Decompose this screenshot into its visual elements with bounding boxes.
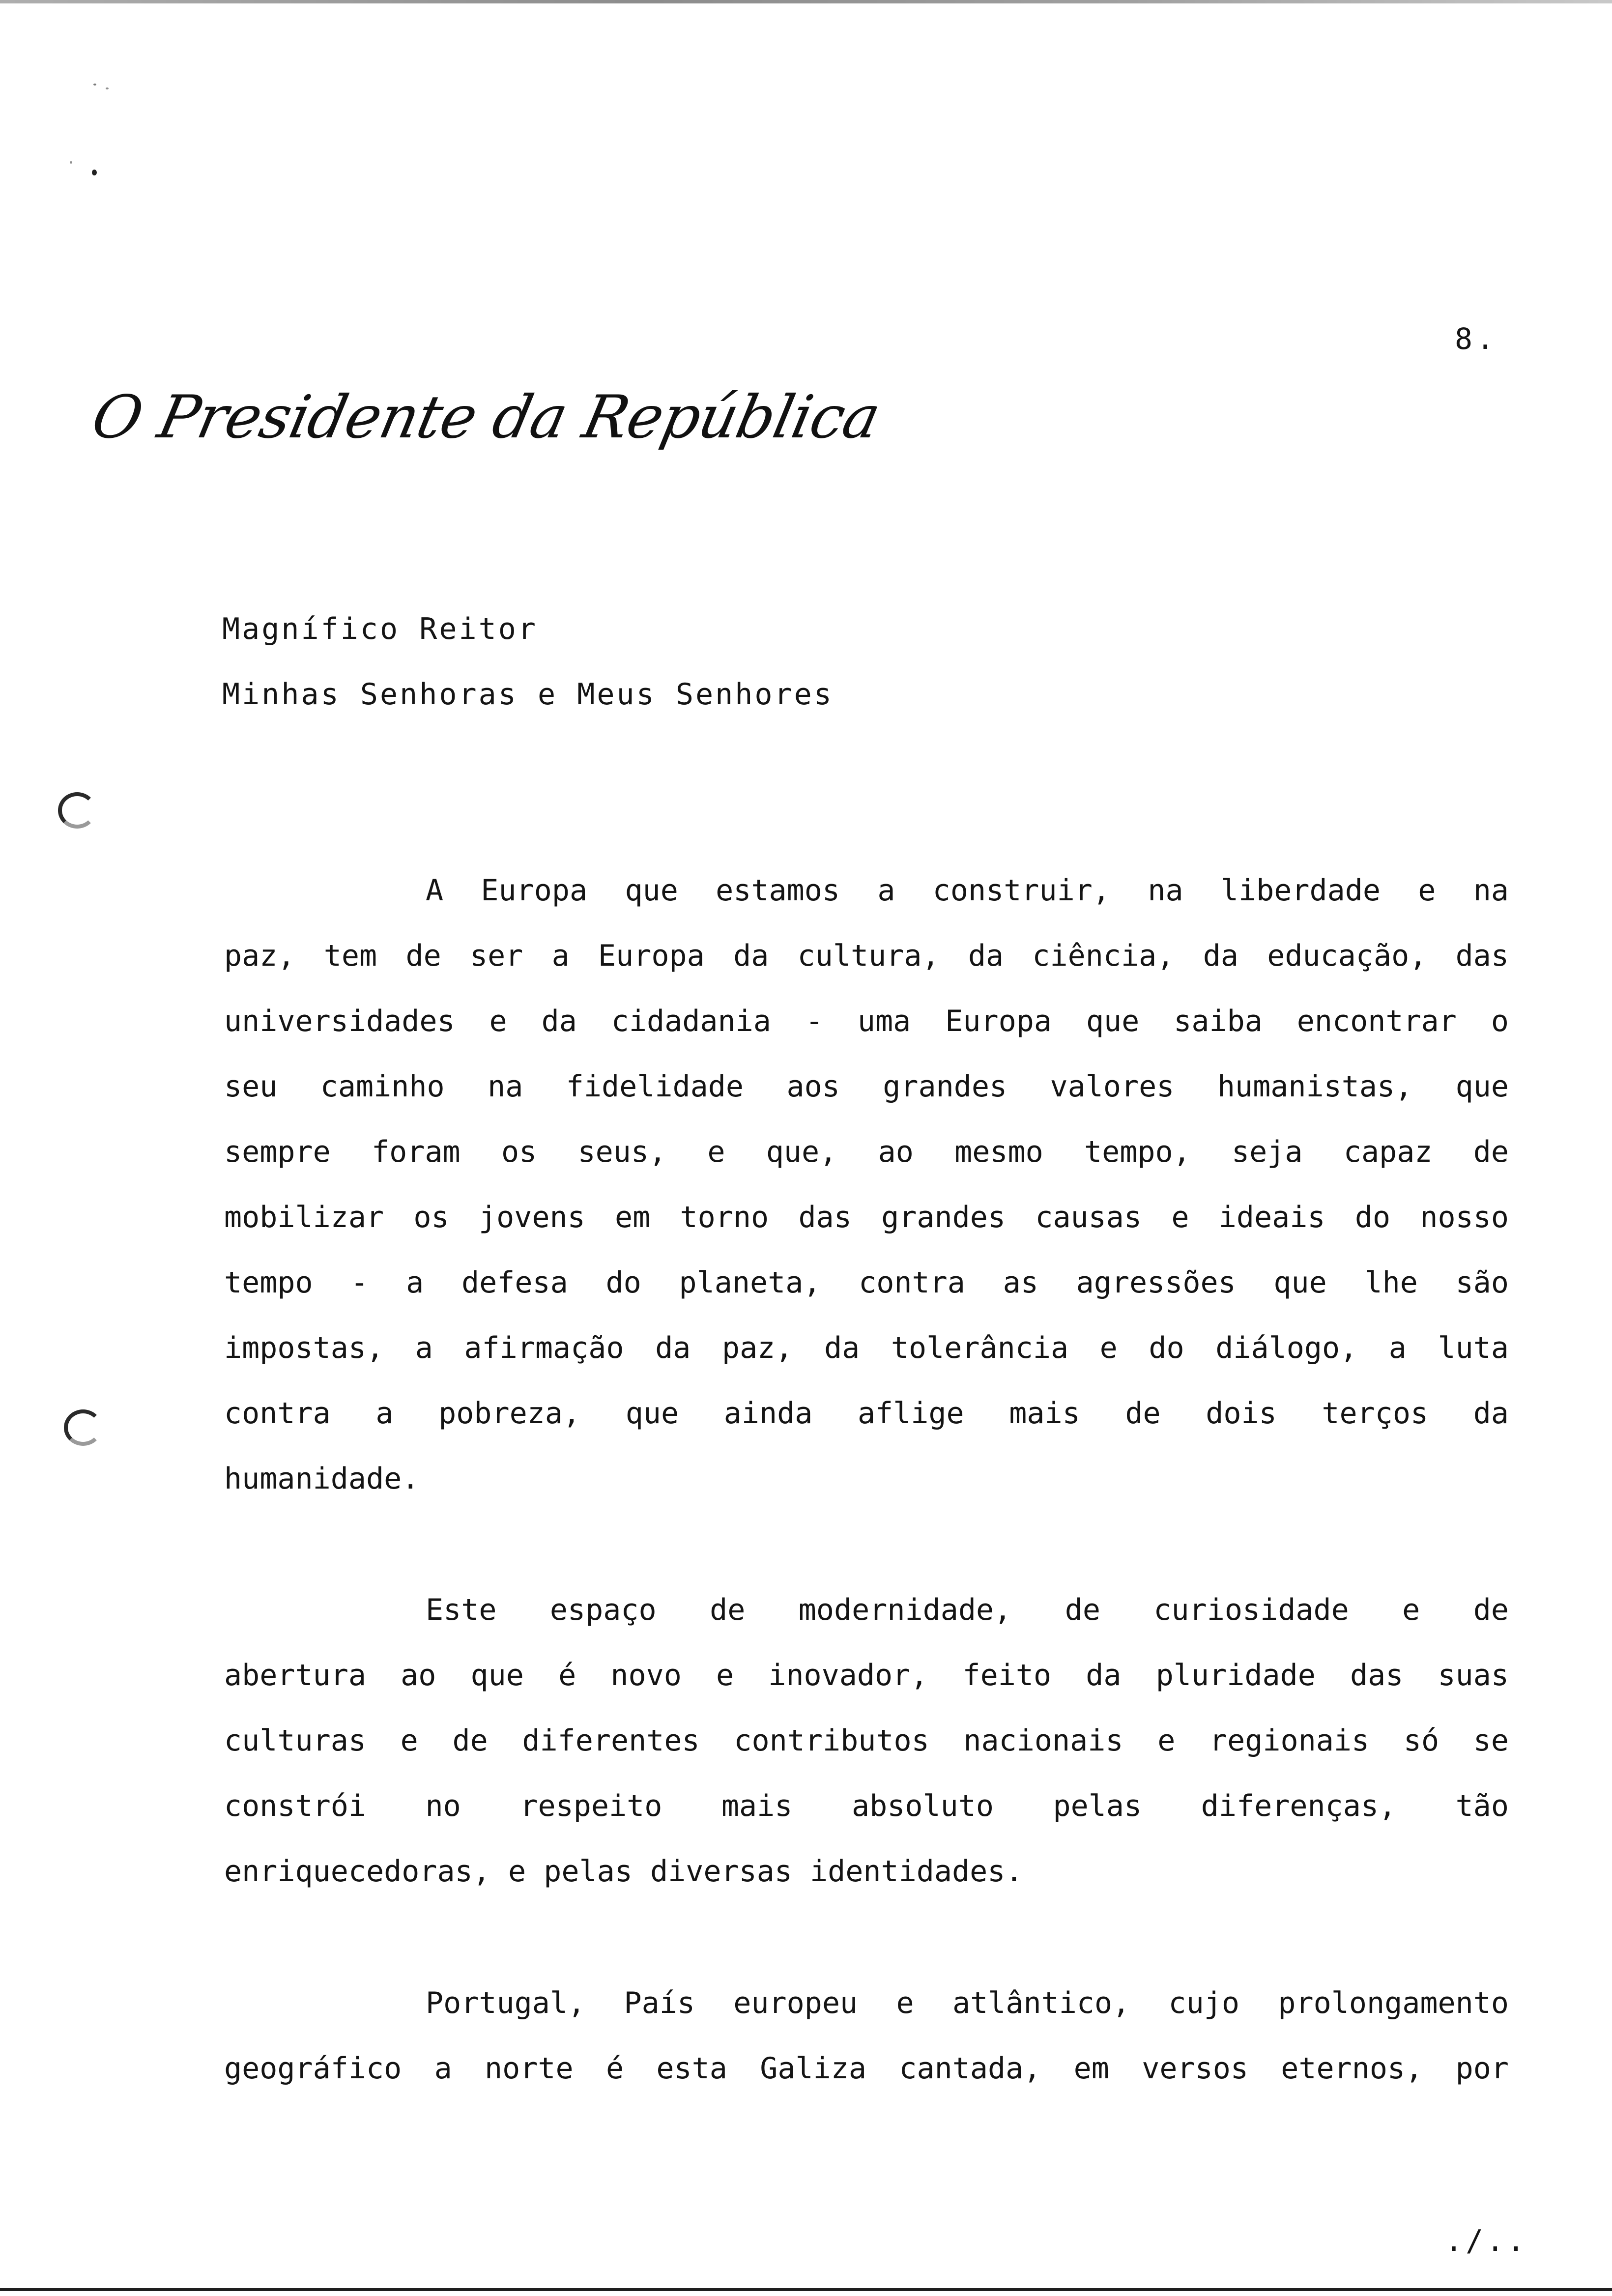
text-line: culturas e de diferentes contributos nacionais e regionais só se — [224, 1723, 1509, 1758]
paragraph-modernidade — [224, 1578, 1509, 1904]
text-line: enriquecedoras, e pelas diversas identidades. — [224, 1854, 1023, 1889]
text-line: abertura ao que é novo e inovador, feito da pluridade das suas — [224, 1658, 1509, 1693]
text-line: contra a pobreza, que ainda aflige mais de dois terços da — [224, 1396, 1509, 1431]
text-line: A Europa que estamos a construir, na liberdade e na — [426, 873, 1509, 908]
scan-speck — [106, 87, 109, 89]
text-line: sempre foram os seus, e que, ao mesmo tempo, seja capaz de — [224, 1135, 1509, 1169]
text-line: seu caminho na fidelidade aos grandes valores humanistas, que — [224, 1069, 1509, 1104]
text-line: Este espaço de modernidade, de curiosidade e de — [426, 1593, 1509, 1627]
scan-speck — [70, 161, 72, 164]
salutation-line: Magnífico Reitor — [222, 612, 538, 646]
text-line: impostas, a afirmação da paz, da tolerância e do diálogo, a luta — [224, 1331, 1509, 1365]
punch-hole-upper — [58, 792, 96, 829]
salutation-line: Minhas Senhoras e Meus Senhores — [222, 677, 834, 712]
page-number: 8. — [1455, 322, 1498, 356]
text-line: humanidade. — [224, 1462, 420, 1496]
scan-speck — [93, 84, 96, 86]
scan-bottom-edge — [0, 2288, 1612, 2291]
text-line: mobilizar os jovens em torno das grandes causas e ideais do nosso — [224, 1200, 1509, 1234]
text-line: tempo - a defesa do planeta, contra as agressões que lhe são — [224, 1265, 1509, 1300]
letterhead-title: O Presidente da República — [86, 383, 886, 452]
scan-speck — [92, 170, 97, 175]
paragraph-europa — [224, 858, 1509, 1512]
text-line: universidades e da cidadania - uma Europa que saiba encontrar o — [224, 1004, 1509, 1038]
continuation-mark: ./.. — [1445, 2224, 1528, 2258]
text-line: geográfico a norte é esta Galiza cantada, em versos eternos, por — [224, 2051, 1509, 2086]
text-line: paz, tem de ser a Europa da cultura, da ciência, da educação, das — [224, 939, 1509, 973]
punch-hole-lower — [64, 1409, 102, 1446]
text-line: Portugal, País europeu e atlântico, cujo prolongamento — [426, 1986, 1509, 2020]
scan-top-edge — [0, 0, 1612, 3]
text-line: constrói no respeito mais absoluto pelas diferenças, tão — [224, 1789, 1509, 1823]
paragraph-portugal — [224, 1971, 1509, 2101]
